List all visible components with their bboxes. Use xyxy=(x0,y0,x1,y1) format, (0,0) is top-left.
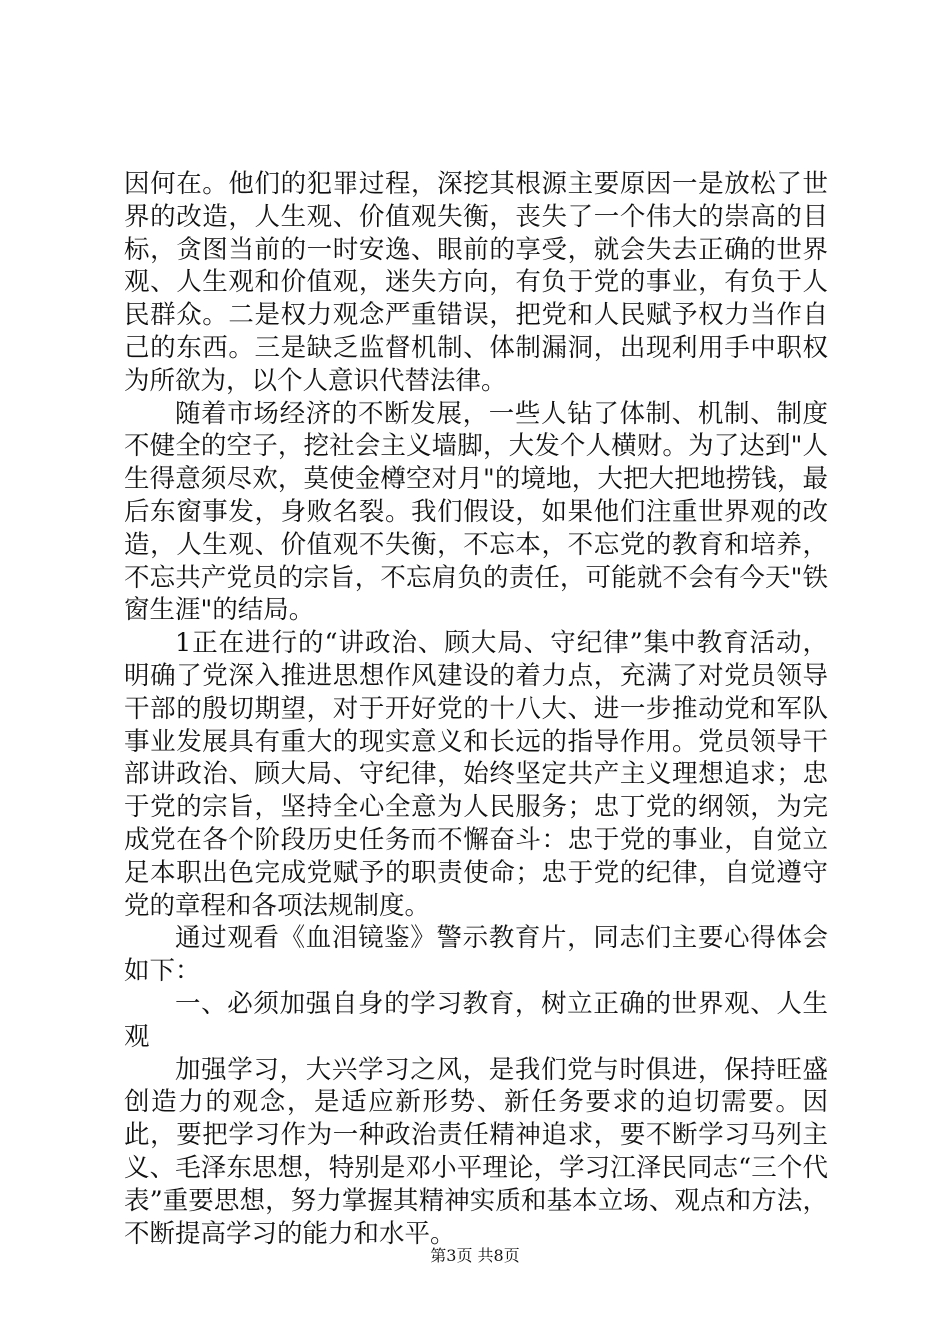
page-number-footer: 第3页 共8页 xyxy=(430,1246,520,1265)
paragraph: 通过观看《血泪镜鉴》警示教育片，同志们主要心得体会如下： xyxy=(124,923,828,987)
paragraph-continuation: 因何在。他们的犯罪过程，深挖其根源主要原因一是放松了世界的改造，人生观、价值观失衡，丧失了一个伟大的崇高的目标，贪图当前的一时安逸、眼前的享受，就会失去正确的世界观、人生观和价值观，迷失方向，有负于党的事业，有负于人民群众。二是权力观念严重错误，把党和人民赋予权力当作自己的东西。三是缺乏监督机制、体制漏洞，出现利用手中职权为所欲为，以个人意识代替法律。 xyxy=(124,169,828,396)
document-body xyxy=(124,168,828,1250)
paragraph: 1正在进行的“讲政治、顾大局、守纪律”集中教育活动，明确了党深入推进思想作风建设的着力点，充满了对党员领导干部的殷切期望，对于开好党的十八大、进一步推动党和军队事业发展具有重大的现实意义和长远的指导作用。党员领导干部讲政治、顾大局、守纪律，始终坚定共产主义理想追求；忠于党的宗旨，坚持全心全意为人民服务；忠丁党的纲领，为完成党在各个阶段历史任务而不懈奋斗：忠于党的事业，自觉立足本职出色完成党赋予的职责使命；忠于党的纪律，自觉遵守党的章程和各项法规制度。 xyxy=(124,628,828,921)
paragraph: 随着市场经济的不断发展，一些人钻了体制、机制、制度不健全的空子，挖社会主义墙脚，大发个人横财。为了达到"人生得意须尽欢，莫使金樽空对月"的境地，大把大把地捞钱，最后东窗事发，身败名裂。我们假设，如果他们注重世界观的改造，人生观、价值观不失衡，不忘本，不忘党的教育和培养，不忘共产党员的宗旨，不忘肩负的责任，可能就不会有今天"铁窗生涯"的结局。 xyxy=(124,398,828,626)
paragraph: 加强学习，大兴学习之风，是我们党与时俱进，保持旺盛创造力的观念，是适应新形势、新任务要求的迫切需要。因此，要把学习作为一种政治责任精神追求，要不断学习马列主义、毛泽东思想，特别是邓小平理论，学习江泽民同志“三个代表”重要思想，努力掌握其精神实质和基本立场、观点和方法，不断提高学习的能力和水平。 xyxy=(124,1054,828,1249)
section-heading: 一、必须加强自身的学习教育，树立正确的世界观、人生观 xyxy=(124,988,828,1052)
